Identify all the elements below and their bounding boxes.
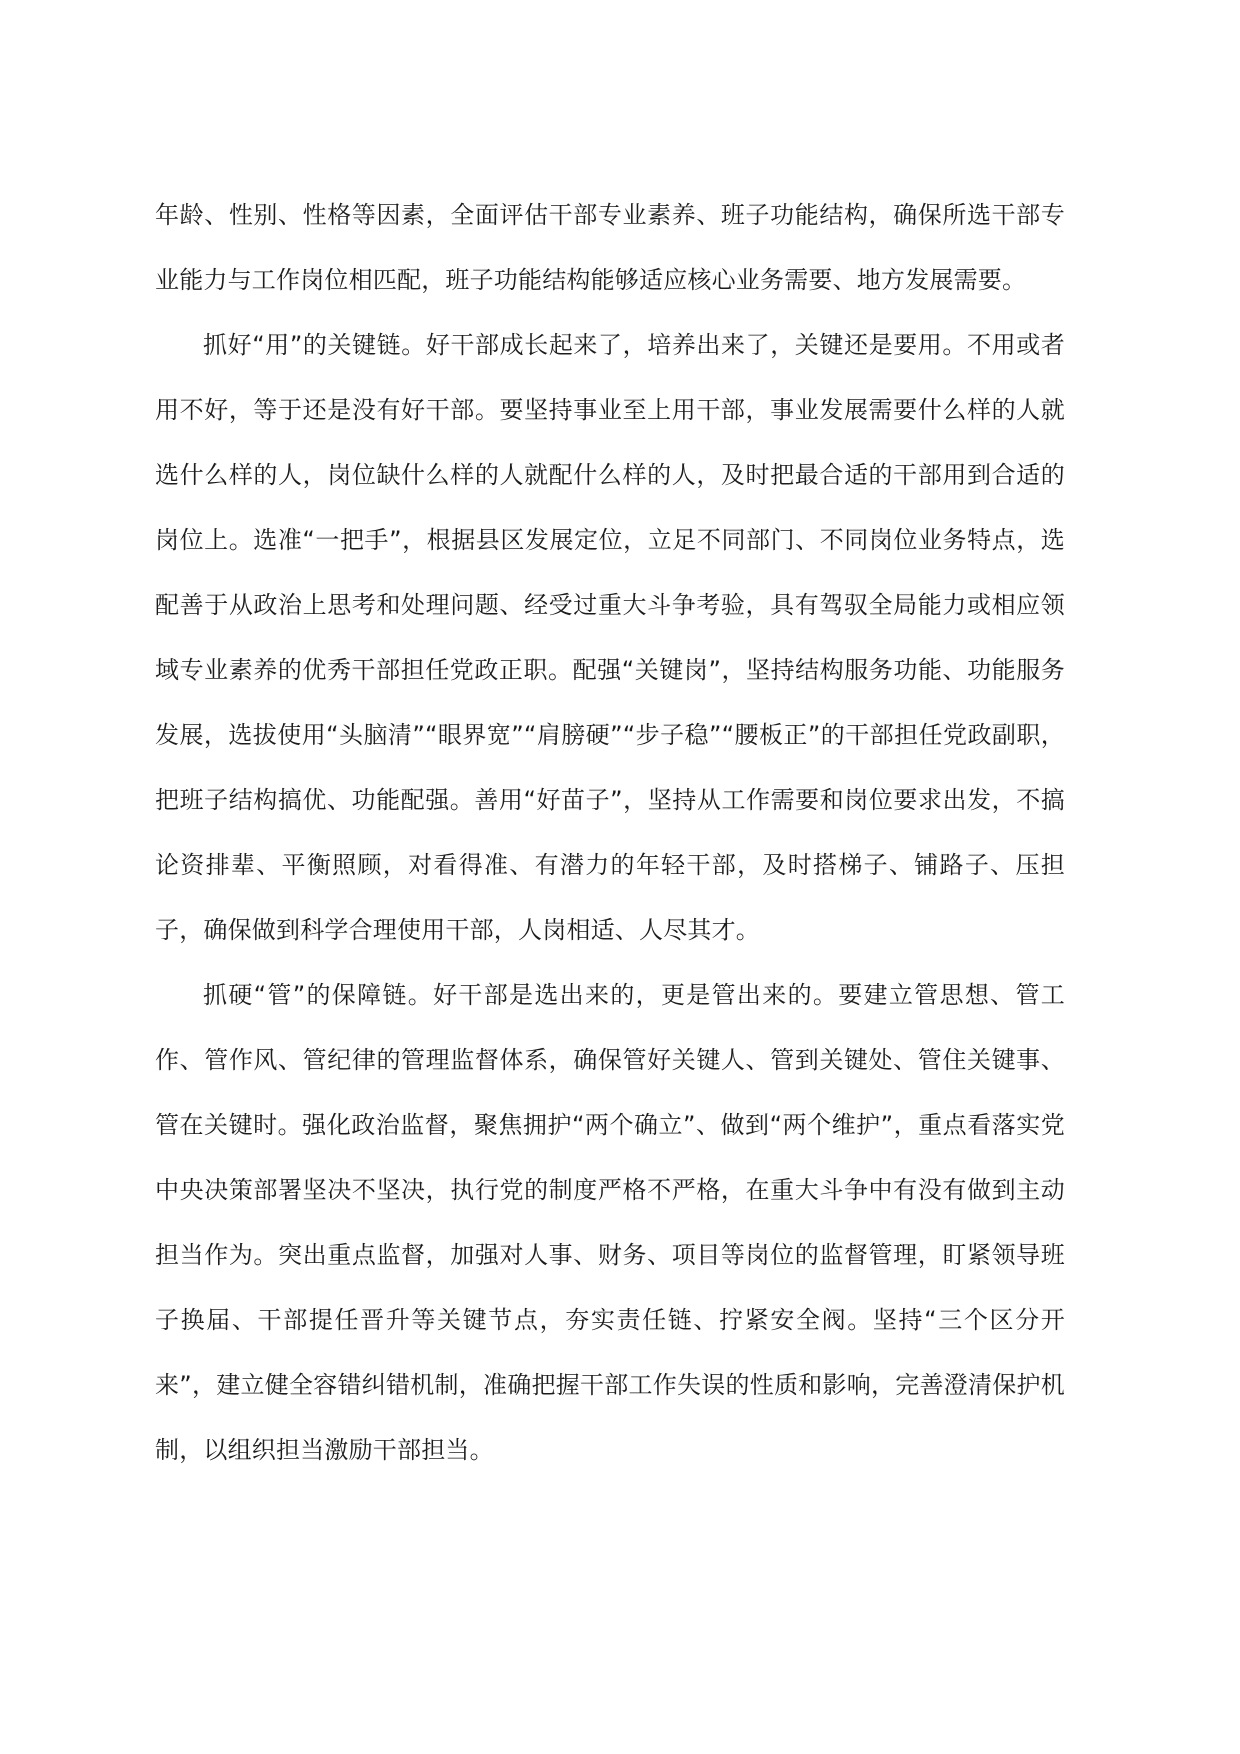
paragraph-continuation: 年龄、性别、性格等因素，全面评估干部专业素养、班子功能结构，确保所选干部专业能力与工作岗位相匹配，班子功能结构能够适应核心业务需要、地方发展需要。	[155, 201, 1065, 294]
paragraph-use-link: 抓好“用”的关键链。好干部成长起来了，培养出来了，关键还是要用。不用或者用不好，等于还是没有好干部。要坚持事业至上用干部，事业发展需要什么样的人就选什么样的人，岗位缺什么样的人就配什么样的人，及时把最合适的干部用到合适的岗位上。选准“一把手”，根据县区发展定位，立足不同部门、不同岗位业务特点，选配善于从政治上思考和处理问题、经受过重大斗争考验，具有驾驭全局能力或相应领域专业素养的优秀干部担任党政正职。配强“关键岗”，坚持结构服务功能、功能服务发展，选拔使用“头脑清”“眼界宽”“肩膀硬”“步子稳”“腰板正”的干部担任党政副职，把班子结构搞优、功能配强。善用“好苗子”，坚持从工作需要和岗位要求出发，不搞论资排辈、平衡照顾，对看得准、有潜力的年轻干部，及时搭梯子、铺路子、压担子，确保做到科学合理使用干部，人岗相适、人尽其才。	[155, 331, 1065, 944]
paragraph-manage-link: 抓硬“管”的保障链。好干部是选出来的，更是管出来的。要建立管思想、管工作、管作风、管纪律的管理监督体系，确保管好关键人、管到关键处、管住关键事、管在关键时。强化政治监督，聚焦拥护“两个确立”、做到“两个维护”，重点看落实党中央决策部署坚决不坚决，执行党的制度严格不严格，在重大斗争中有没有做到主动担当作为。突出重点监督，加强对人事、财务、项目等岗位的监督管理，盯紧领导班子换届、干部提任晋升等关键节点，夯实责任链、拧紧安全阀。坚持“三个区分开来”，建立健全容错纠错机制，准确把握干部工作失误的性质和影响，完善澄清保护机制，以组织担当激励干部担当。	[155, 981, 1065, 1464]
document-body	[155, 183, 1065, 1483]
